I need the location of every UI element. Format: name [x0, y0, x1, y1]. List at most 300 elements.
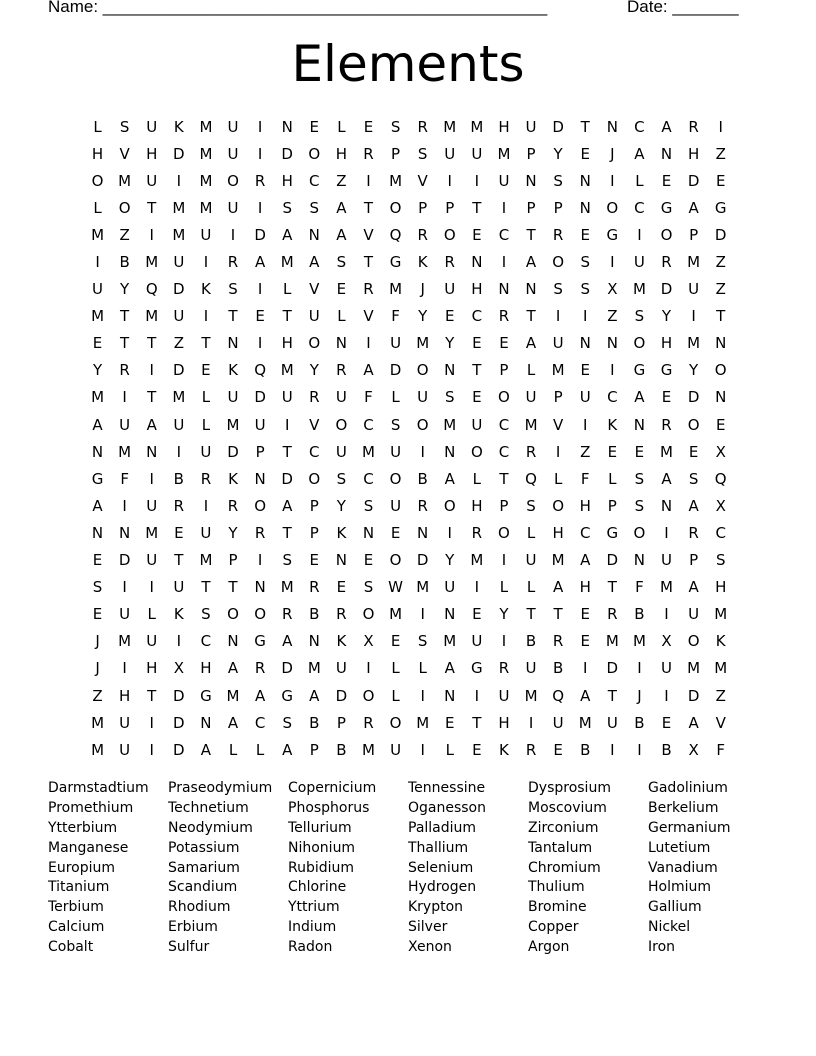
grid-letter: I [664, 523, 669, 542]
grid-letter: U [227, 388, 239, 407]
grid-letter: A [282, 740, 293, 759]
grid-letter: O [660, 225, 673, 244]
grid-letter: Y [418, 307, 428, 326]
word-list-item: Calcium [48, 919, 105, 936]
grid-letter: C [309, 171, 320, 190]
grid-letter: O [552, 253, 565, 272]
grid-letter: M [91, 388, 105, 407]
grid-letter: N [660, 144, 673, 163]
grid-letter: E [580, 144, 590, 163]
grid-letter: Y [661, 307, 672, 326]
grid-letter: I [95, 253, 100, 272]
grid-letter: I [447, 523, 452, 542]
grid-letter: P [553, 388, 563, 407]
grid-letter: D [687, 686, 700, 705]
grid-letter: O [362, 686, 375, 705]
grid-letter: S [580, 253, 590, 272]
grid-letter: G [471, 659, 483, 678]
grid-letter: F [391, 307, 400, 326]
grid-letter: L [472, 469, 482, 488]
grid-letter: B [336, 740, 347, 759]
grid-letter: U [390, 442, 402, 461]
grid-letter: A [661, 469, 672, 488]
grid-letter: F [364, 388, 373, 407]
grid-letter: O [362, 605, 375, 624]
grid-letter: L [147, 605, 156, 624]
grid-letter: K [499, 740, 509, 759]
grid-letter: I [474, 686, 480, 705]
grid-letter: I [284, 415, 290, 434]
grid-letter: A [282, 496, 293, 515]
grid-letter: M [714, 659, 728, 678]
grid-letter: F [120, 469, 129, 488]
word-list-item: Zirconium [528, 819, 599, 836]
grid-letter: A [309, 686, 320, 705]
grid-letter: N [91, 523, 104, 542]
grid-letter: I [501, 551, 507, 570]
grid-letter: X [607, 280, 618, 299]
grid-letter: I [664, 605, 669, 624]
grid-letter: S [201, 605, 211, 624]
grid-letter: C [607, 388, 618, 407]
grid-letter: E [92, 551, 103, 570]
grid-letter: S [634, 496, 645, 515]
grid-letter: O [308, 334, 321, 353]
grid-letter: P [553, 198, 563, 217]
grid-letter: I [257, 117, 263, 136]
grid-letter: T [282, 307, 292, 326]
grid-letter: E [472, 740, 482, 759]
grid-letter: I [176, 632, 182, 651]
grid-letter: C [363, 469, 374, 488]
grid-letter: J [420, 280, 425, 299]
grid-letter: P [689, 551, 699, 570]
grid-letter: D [173, 713, 185, 732]
grid-letter: I [637, 740, 642, 759]
grid-letter: G [91, 469, 104, 488]
grid-letter: I [176, 171, 182, 190]
grid-letter: S [417, 144, 428, 163]
grid-letter: R [254, 523, 266, 542]
grid-letter: I [474, 578, 480, 597]
grid-letter: I [149, 361, 154, 380]
word-list-item: Argon [528, 939, 570, 956]
grid-letter: M [118, 442, 132, 461]
grid-letter: H [200, 659, 212, 678]
grid-letter: K [173, 117, 184, 136]
grid-letter: M [687, 659, 701, 678]
grid-letter: T [282, 523, 292, 542]
grid-letter: D [552, 117, 564, 136]
grid-letter: D [335, 686, 348, 705]
grid-letter: S [715, 551, 726, 570]
grid-letter: T [147, 388, 157, 407]
grid-letter: U [471, 144, 483, 163]
word-list-item: Copper [528, 919, 579, 936]
grid-letter: J [95, 659, 100, 678]
grid-letter: L [93, 198, 102, 217]
grid-letter: Z [715, 144, 726, 163]
grid-letter: O [633, 334, 646, 353]
grid-letter: Z [715, 280, 726, 299]
grid-letter: Z [607, 307, 618, 326]
grid-letter: L [526, 523, 536, 542]
word-list-item: Sulfur [168, 939, 210, 956]
grid-letter: A [580, 551, 591, 570]
grid-letter: S [309, 198, 320, 217]
grid-letter: N [444, 442, 456, 461]
grid-letter: O [498, 388, 510, 407]
grid-letter: Y [228, 523, 238, 542]
grid-letter: L [418, 659, 427, 678]
grid-letter: U [390, 740, 402, 759]
grid-letter: B [309, 605, 320, 624]
grid-letter: K [607, 415, 618, 434]
grid-letter: I [176, 442, 182, 461]
grid-letter: G [281, 686, 294, 705]
grid-letter: U [173, 578, 185, 597]
grid-letter: O [389, 198, 402, 217]
grid-letter: R [254, 171, 266, 190]
grid-letter: F [580, 469, 590, 488]
grid-letter: U [119, 740, 131, 759]
grid-letter: A [282, 632, 293, 651]
word-list-item: Oganesson [408, 799, 486, 816]
grid-letter: S [363, 578, 374, 597]
grid-letter: X [715, 442, 726, 461]
grid-letter: O [227, 171, 239, 190]
grid-letter: O [687, 632, 700, 651]
grid-letter: A [688, 496, 699, 515]
grid-letter: B [661, 740, 672, 759]
grid-letter: I [447, 171, 452, 190]
grid-letter: L [228, 740, 238, 759]
grid-letter: I [610, 740, 615, 759]
grid-letter: A [634, 388, 645, 407]
grid-letter: S [445, 388, 455, 407]
word-list-item: Terbium [48, 899, 104, 916]
grid-letter: N [417, 523, 429, 542]
grid-letter: E [661, 388, 672, 407]
grid-letter: I [257, 334, 263, 353]
grid-letter: T [526, 605, 536, 624]
grid-letter: Y [445, 334, 455, 353]
grid-letter: I [501, 632, 507, 651]
grid-letter: U [688, 280, 700, 299]
grid-letter: M [389, 280, 403, 299]
grid-letter: I [420, 686, 425, 705]
grid-letter: F [635, 578, 644, 597]
grid-letter: U [633, 253, 645, 272]
grid-letter: O [227, 605, 239, 624]
grid-letter: U [335, 659, 347, 678]
grid-letter: N [444, 605, 456, 624]
grid-letter: M [714, 605, 728, 624]
word-list-item: Hydrogen [408, 879, 477, 896]
grid-letter: A [227, 659, 239, 678]
grid-letter: V [715, 713, 726, 732]
grid-letter: U [119, 713, 131, 732]
grid-letter: O [606, 198, 619, 217]
grid-letter: T [147, 334, 157, 353]
grid-letter: D [281, 144, 293, 163]
grid-letter: M [470, 551, 484, 570]
grid-letter: B [309, 713, 320, 732]
grid-letter: O [470, 442, 483, 461]
grid-letter: N [444, 686, 456, 705]
word-list-item: Moscovium [528, 799, 607, 816]
grid-letter: Y [309, 361, 319, 380]
grid-letter: N [579, 334, 591, 353]
grid-letter: M [416, 713, 430, 732]
grid-letter: I [122, 388, 127, 407]
grid-letter: T [526, 225, 536, 244]
grid-letter: E [472, 388, 482, 407]
grid-letter: B [173, 469, 184, 488]
grid-letter: T [716, 307, 726, 326]
grid-letter: I [583, 659, 588, 678]
grid-letter: R [525, 442, 537, 461]
grid-letter: R [661, 415, 672, 434]
grid-letter: L [391, 388, 400, 407]
grid-letter: O [254, 496, 267, 515]
grid-letter: N [471, 253, 483, 272]
grid-letter: D [118, 551, 131, 570]
grid-letter: U [200, 442, 212, 461]
grid-letter: P [607, 496, 617, 515]
grid-letter: Q [389, 225, 402, 244]
grid-letter: U [661, 659, 672, 678]
grid-letter: X [715, 496, 726, 515]
grid-letter: B [525, 632, 537, 651]
grid-letter: I [366, 659, 371, 678]
grid-letter: I [691, 307, 696, 326]
grid-letter: O [389, 713, 402, 732]
grid-letter: I [420, 442, 425, 461]
grid-letter: S [688, 469, 699, 488]
grid-letter: A [92, 496, 103, 515]
grid-letter: O [308, 469, 321, 488]
grid-letter: O [498, 523, 510, 542]
grid-letter: H [471, 280, 483, 299]
grid-letter: R [363, 144, 374, 163]
grid-letter: M [632, 632, 646, 651]
grid-letter: H [281, 334, 293, 353]
grid-letter: B [417, 469, 428, 488]
grid-letter: L [337, 117, 346, 136]
grid-letter: R [309, 388, 320, 407]
word-list-item: Rhodium [168, 899, 231, 916]
grid-letter: R [363, 280, 374, 299]
grid-letter: L [391, 659, 400, 678]
grid-letter: C [498, 442, 510, 461]
word-list-item: Krypton [408, 899, 464, 916]
grid-letter: R [552, 632, 564, 651]
grid-letter: E [580, 605, 590, 624]
grid-letter: I [610, 253, 615, 272]
grid-letter: U [390, 496, 402, 515]
grid-letter: P [445, 198, 455, 217]
grid-letter: K [228, 469, 238, 488]
grid-letter: H [579, 496, 591, 515]
grid-letter: N [633, 551, 646, 570]
grid-letter: I [257, 551, 263, 570]
grid-letter: S [282, 551, 292, 570]
word-list-item: Chromium [528, 859, 601, 876]
grid-letter: T [147, 198, 157, 217]
grid-letter: H [498, 713, 510, 732]
word-list-item: Copernicium [288, 780, 377, 796]
grid-letter: A [580, 686, 591, 705]
grid-letter: L [201, 415, 211, 434]
grid-letter: N [200, 713, 212, 732]
word-list-item: Xenon [408, 939, 452, 956]
grid-letter: E [390, 632, 401, 651]
grid-letter: Z [715, 686, 726, 705]
grid-letter: U [661, 551, 672, 570]
grid-letter: L [526, 361, 536, 380]
word-list-item: Cobalt [48, 939, 94, 956]
grid-letter: M [172, 388, 186, 407]
grid-letter: K [336, 632, 347, 651]
grid-letter: T [120, 307, 130, 326]
grid-letter: R [417, 117, 428, 136]
grid-letter: T [282, 442, 292, 461]
grid-letter: M [524, 415, 538, 434]
name-field-line: Name: _______________________________________________ [48, 0, 548, 16]
grid-letter: I [610, 171, 615, 190]
grid-letter: N [335, 551, 347, 570]
grid-letter: E [445, 307, 455, 326]
grid-letter: G [606, 523, 619, 542]
grid-letter: I [203, 496, 209, 515]
grid-letter: R [525, 740, 537, 759]
word-list-item: Berkelium [648, 799, 719, 816]
grid-letter: E [472, 225, 482, 244]
grid-letter: U [390, 334, 402, 353]
grid-letter: E [472, 334, 482, 353]
grid-letter: D [173, 740, 185, 759]
grid-letter: U [579, 388, 591, 407]
word-list-item: Yttrium [288, 899, 340, 916]
word-list-item: Thulium [528, 879, 585, 896]
word-list-item: Darmstadtium [48, 780, 149, 796]
grid-letter: D [254, 388, 266, 407]
grid-letter: N [606, 117, 618, 136]
grid-letter: H [91, 144, 104, 163]
grid-letter: U [444, 280, 456, 299]
grid-letter: I [610, 361, 615, 380]
grid-letter: I [257, 198, 263, 217]
grid-letter: D [173, 280, 185, 299]
grid-letter: M [118, 171, 132, 190]
grid-letter: A [634, 144, 645, 163]
word-list-item: Potassium [168, 839, 240, 856]
grid-letter: I [149, 578, 154, 597]
grid-letter: H [498, 117, 510, 136]
grid-letter: A [336, 225, 347, 244]
letter-grid [84, 113, 735, 763]
grid-letter: H [335, 144, 348, 163]
grid-letter: R [336, 361, 347, 380]
grid-letter: N [119, 523, 131, 542]
grid-letter: M [307, 659, 321, 678]
word-list-item: Neodymium [168, 819, 253, 836]
grid-letter: H [660, 334, 673, 353]
grid-letter: M [389, 605, 403, 624]
grid-letter: O [389, 469, 402, 488]
grid-letter: E [661, 171, 672, 190]
grid-letter: S [580, 280, 590, 299]
word-list-item: Iron [648, 939, 676, 956]
grid-letter: D [606, 551, 619, 570]
grid-letter: L [445, 740, 454, 759]
grid-letter: I [230, 225, 236, 244]
grid-letter: U [606, 713, 618, 732]
grid-letter: R [498, 659, 510, 678]
grid-letter: L [553, 469, 563, 488]
grid-letter: U [200, 225, 212, 244]
grid-letter: U [146, 551, 158, 570]
grid-letter: P [391, 144, 401, 163]
grid-letter: E [363, 551, 374, 570]
word-list-item: Thallium [408, 839, 469, 856]
grid-letter: V [309, 280, 320, 299]
grid-letter: K [715, 632, 726, 651]
grid-letter: N [525, 171, 537, 190]
grid-letter: K [173, 605, 184, 624]
grid-letter: C [471, 307, 483, 326]
grid-letter: S [336, 469, 347, 488]
grid-letter: R [444, 253, 455, 272]
grid-letter: E [92, 605, 103, 624]
grid-letter: D [173, 361, 185, 380]
grid-letter: U [227, 198, 239, 217]
grid-letter: L [255, 740, 265, 759]
word-list-item: Nihonium [288, 839, 356, 856]
grid-letter: R [281, 605, 293, 624]
grid-letter: I [149, 469, 154, 488]
grid-letter: I [203, 307, 209, 326]
grid-letter: D [687, 388, 700, 407]
word-list-item: Rubidium [288, 859, 355, 876]
grid-letter: A [200, 740, 212, 759]
grid-letter: U [119, 415, 131, 434]
grid-letter: U [688, 605, 700, 624]
grid-letter: G [714, 198, 727, 217]
grid-letter: J [610, 144, 615, 163]
grid-letter: U [498, 686, 510, 705]
grid-letter: T [201, 578, 211, 597]
grid-letter: E [255, 307, 265, 326]
grid-letter: B [580, 740, 591, 759]
grid-letter: E [580, 361, 590, 380]
grid-letter: D [660, 280, 673, 299]
grid-letter: U [200, 523, 212, 542]
grid-letter: E [174, 523, 184, 542]
grid-letter: Z [119, 225, 130, 244]
word-list-item: Silver [408, 919, 448, 936]
grid-letter: R [607, 605, 618, 624]
grid-letter: M [280, 253, 294, 272]
grid-letter: C [498, 225, 510, 244]
grid-letter: Y [445, 551, 455, 570]
grid-letter: P [309, 523, 319, 542]
word-list-item: Palladium [408, 819, 477, 836]
grid-letter: S [363, 496, 374, 515]
word-list-item: Chlorine [288, 879, 347, 896]
word-list-item: Praseodymium [168, 780, 273, 796]
